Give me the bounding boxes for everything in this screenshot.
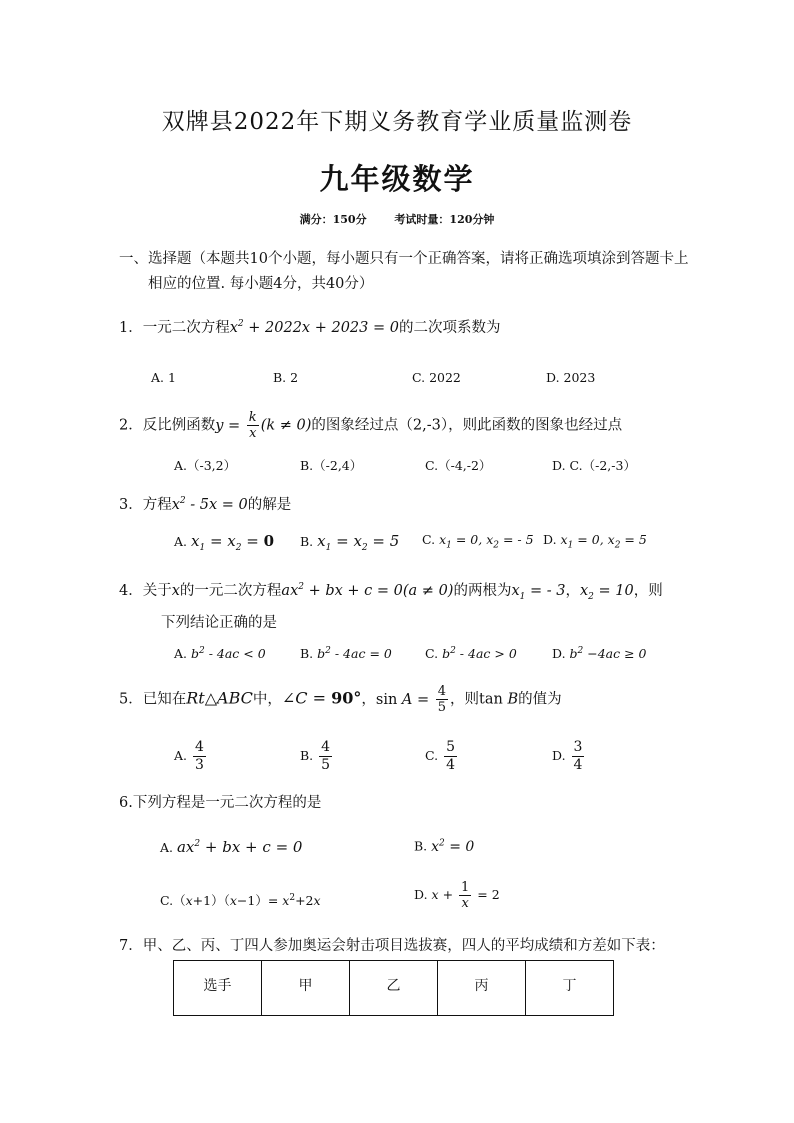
q1-option-b[interactable]: B. 2 [273, 370, 299, 385]
q5-tan: tan B [479, 691, 519, 708]
q4-mid2: 的两根为 [453, 583, 512, 599]
q5-end: ，则 [450, 691, 480, 708]
question-3 [119, 493, 291, 514]
q4-var: x [171, 583, 180, 599]
q2-suffix: 的图象经过点（2,-3），则此函数的图象也经过点 [311, 417, 623, 434]
q6-option-b[interactable]: B. $x^2 = 0$ [414, 838, 475, 855]
question-6: 6.下列方程是一元二次方程的是 [119, 795, 322, 811]
q6-option-a[interactable]: A. $ax^2$ + bx + c = 0 [160, 838, 303, 856]
q1-prefix: 1．一元二次方程 [119, 320, 230, 336]
q2-option-a[interactable]: A.（-3,2） [174, 458, 237, 473]
q4-root2: $x_2 = 10$ [579, 583, 634, 602]
table-header-cell: 乙 [350, 961, 438, 1016]
q4-option-c[interactable]: C. $b^2 - 4ac > 0$ [425, 646, 517, 662]
q2-option-b[interactable]: B.（-2,4） [300, 458, 363, 473]
q7-table [173, 960, 614, 1016]
exam-subtitle: 九年级数学 [319, 162, 475, 196]
q5-sin: sin A = $\frac{4}{5}$ [375, 684, 447, 715]
q1-option-a[interactable]: A. 1 [151, 370, 176, 385]
q5-end2: 的值为 [518, 691, 562, 708]
question-2 [119, 410, 622, 441]
q2-function: y = $\frac{k}{x}$ [215, 410, 257, 441]
q1-option-c[interactable]: C. 2022 [412, 370, 461, 385]
exam-time: 考试时量：120分钟 [394, 213, 495, 226]
table-header-cell: 选手 [174, 961, 262, 1016]
q4-option-d[interactable]: D. $b^2 -4ac \ge 0$ [552, 646, 647, 662]
q2-option-c[interactable]: C.（-4,-2） [425, 458, 492, 473]
q5-angle: ∠C = 90° [281, 688, 362, 708]
q1-equation: $x^2 + 2022x + 2023 = 0$ [229, 319, 399, 336]
q4-root1: $x_1$ = - 3 [511, 583, 566, 602]
q5-option-d[interactable]: D. $\frac{3}{4}$ [552, 739, 583, 773]
q4-prefix: 4．关于 [119, 583, 172, 599]
table-header-cell: 丙 [438, 961, 526, 1016]
full-score: 满分：150分 [299, 213, 367, 226]
q2-prefix: 2．反比例函数 [119, 417, 216, 434]
table-header-cell: 甲 [262, 961, 350, 1016]
question-4 [119, 579, 663, 602]
q4-option-a[interactable]: A. $b^2 - 4ac < 0$ [174, 646, 266, 662]
q5-option-b[interactable]: B. $\frac{4}{5}$ [300, 739, 331, 773]
q3-prefix: 3．方程 [119, 497, 172, 513]
q5-prefix: 5．已知在 [119, 691, 187, 708]
q6-option-c[interactable]: $C.(x+1)(x-1)= x^2+2x$ [160, 892, 321, 908]
q2-option-d[interactable]: D. C.（-2,-3） [552, 458, 636, 473]
section-heading-line1: 一、选择题（本题共10个小题，每小题只有一个正确答案，请将正确选项填涂到答题卡上 [119, 251, 689, 267]
q1-suffix: 的二次项系数为 [398, 320, 501, 336]
exam-title: 双牌县2022年下期义务教育学业质量监测卷 [161, 109, 633, 135]
exam-meta [0, 211, 794, 227]
q3-option-a[interactable]: A. $x_1 = x_2 = 0$ [174, 532, 275, 553]
q3-option-c[interactable]: C. $x_1 = 0$, $x_2$ = - 5 [422, 532, 534, 551]
q5-option-a[interactable]: A. $\frac{4}{3}$ [174, 739, 204, 773]
question-7: 7．甲、乙、丙、丁四人参加奥运会射击项目选拔赛，四人的平均成绩和方差如下表： [119, 938, 665, 954]
q1-option-d[interactable]: D. 2023 [546, 370, 596, 385]
q3-equation: $x^2 - 5x = 0$ [171, 496, 248, 513]
question-1 [119, 316, 500, 337]
q4-sep: ， [565, 583, 580, 599]
table-header-cell: 丁 [526, 961, 614, 1016]
q3-option-b[interactable]: B. $x_1 = x_2 = 5$ [300, 532, 400, 553]
q3-option-d[interactable]: D. $x_1 = 0$, $x_2 = 5$ [543, 532, 647, 551]
q4-equation: $ax^2$ + bx + c = 0(a ≠ 0) [281, 582, 454, 599]
q5-option-c[interactable]: C. $\frac{5}{4}$ [425, 739, 455, 773]
q5-mid: 中， [252, 691, 282, 708]
q6-option-d[interactable]: D. x + $\frac{1}{x}$ = 2 [414, 880, 500, 911]
question-5: 5．已知在Rt△ABC中，∠C = 90°，sin A = $\frac{4}{5}$ ，则tan B的值为 [119, 684, 562, 715]
q4-mid1: 的一元二次方程 [179, 583, 282, 599]
q5-triangle: Rt△ABC [186, 688, 253, 708]
section-heading-line2: 相应的位置. 每小题4分，共40分） [148, 276, 374, 292]
q2-condition: (k ≠ 0) [260, 417, 312, 434]
table-row [174, 961, 614, 1016]
q3-suffix: 的解是 [247, 497, 292, 513]
q4-option-b[interactable]: B. $b^2 - 4ac = 0$ [300, 646, 392, 662]
q4-end: ，则 [633, 583, 663, 599]
q4-line2: 下列结论正确的是 [161, 615, 277, 631]
